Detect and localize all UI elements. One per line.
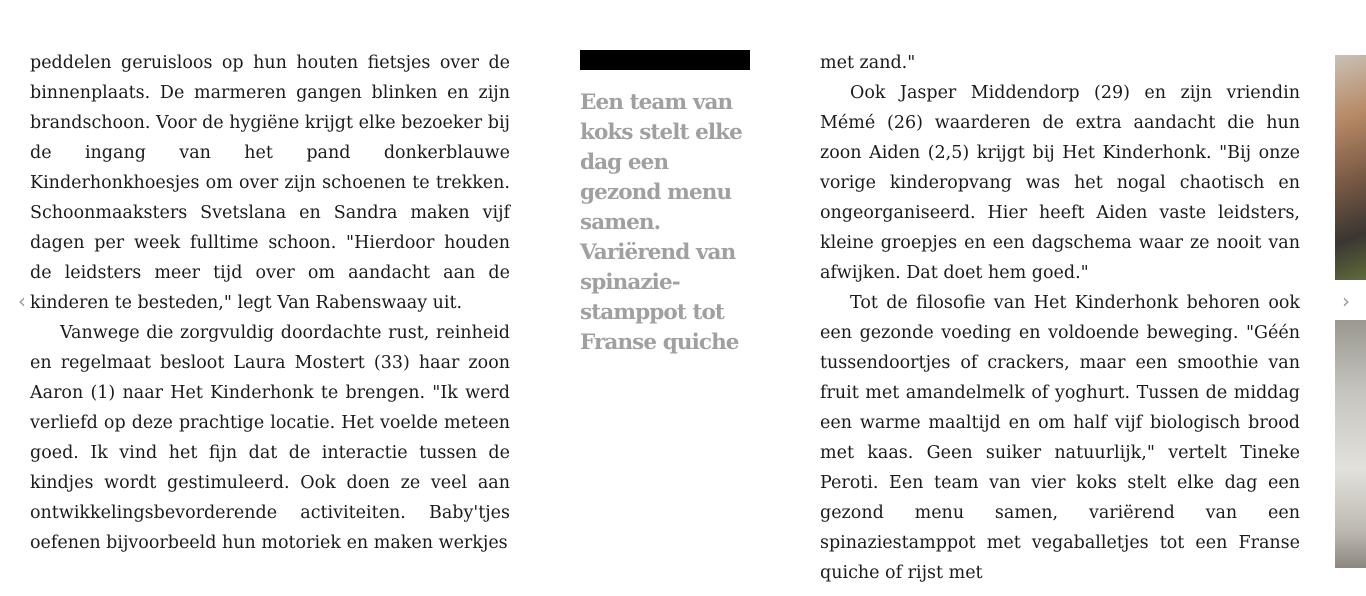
- article-paragraph: met zand.": [820, 53, 916, 73]
- article-photo: [1335, 320, 1366, 568]
- chevron-right-icon: ›: [1342, 289, 1350, 313]
- article-paragraph: Tot de filosofie van Het Kinderhonk behoren ook een gezonde voeding en voldoende beweging. "Géén tussendoortjes of crackers, maar een smoothie van fruit met amandelmelk of yoghurt. Tussen de middag een warme maaltijd en om half vijf biologisch brood met kaas. Geen suiker natuurlijk," vertelt Tineke Peroti. Een team van vier koks stelt elke dag een gezond menu samen, variërend van een spinaziestamppot met vegaballetjes tot een Franse quiche of rijst met: [820, 293, 1300, 583]
- pullquote-bar: [580, 50, 750, 70]
- chevron-left-icon: ‹: [18, 289, 26, 313]
- article-column-left: [30, 48, 510, 558]
- pullquote: Een team van koks stelt elke dag een gezond menu samen. Variërend van spinazie-stamppot tot Franse quiche: [580, 90, 742, 355]
- article-paragraph: peddelen geruisloos op hun houten fietsjes over de binnenplaats. De marmeren gangen blinken en zijn brandschoon. Voor de hygiëne krijgt elke bezoeker bij de ingang van het pand donkerblauwe Kinderhonkhoesjes om over zijn schoenen te trekken. Schoonmaaksters Svetslana en Sandra maken vijf dagen per week fulltime schoon. "Hierdoor houden de leidsters meer tijd over om aandacht aan de kinderen te besteden," legt Van Rabenswaay uit.: [30, 53, 510, 313]
- article-paragraph: Ook Jasper Middendorp (29) en zijn vriendin Mémé (26) waarderen de extra aandacht die hun zoon Aiden (2,5) krijgt bij Het Kinderhonk. "Bij onze vorige kinderopvang was het nogal chaotisch en ongeorganiseerd. Hier heeft Aiden vaste leidsters, kleine groepjes en een dagschema waar ze nooit van afwijken. Dat doet hem goed.": [820, 83, 1300, 283]
- next-page-button[interactable]: [1336, 286, 1356, 316]
- article-paragraph: Vanwege die zorgvuldig doordachte rust, reinheid en regelmaat besloot Laura Mostert (33) haar zoon Aaron (1) naar Het Kinderhonk te brengen. "Ik werd verliefd op deze prachtige locatie. Het voelde meteen goed. Ik vind het fijn dat de interactie tussen de kindjes wordt gestimuleerd. Ook doen ze veel aan ontwikkelingsbevorderende activiteiten. Baby'tjes oefenen bijvoorbeeld hun motoriek en maken werkjes: [30, 323, 510, 553]
- article-column-right: [820, 48, 1300, 588]
- previous-page-button[interactable]: [12, 286, 32, 316]
- article-photo: [1335, 55, 1366, 280]
